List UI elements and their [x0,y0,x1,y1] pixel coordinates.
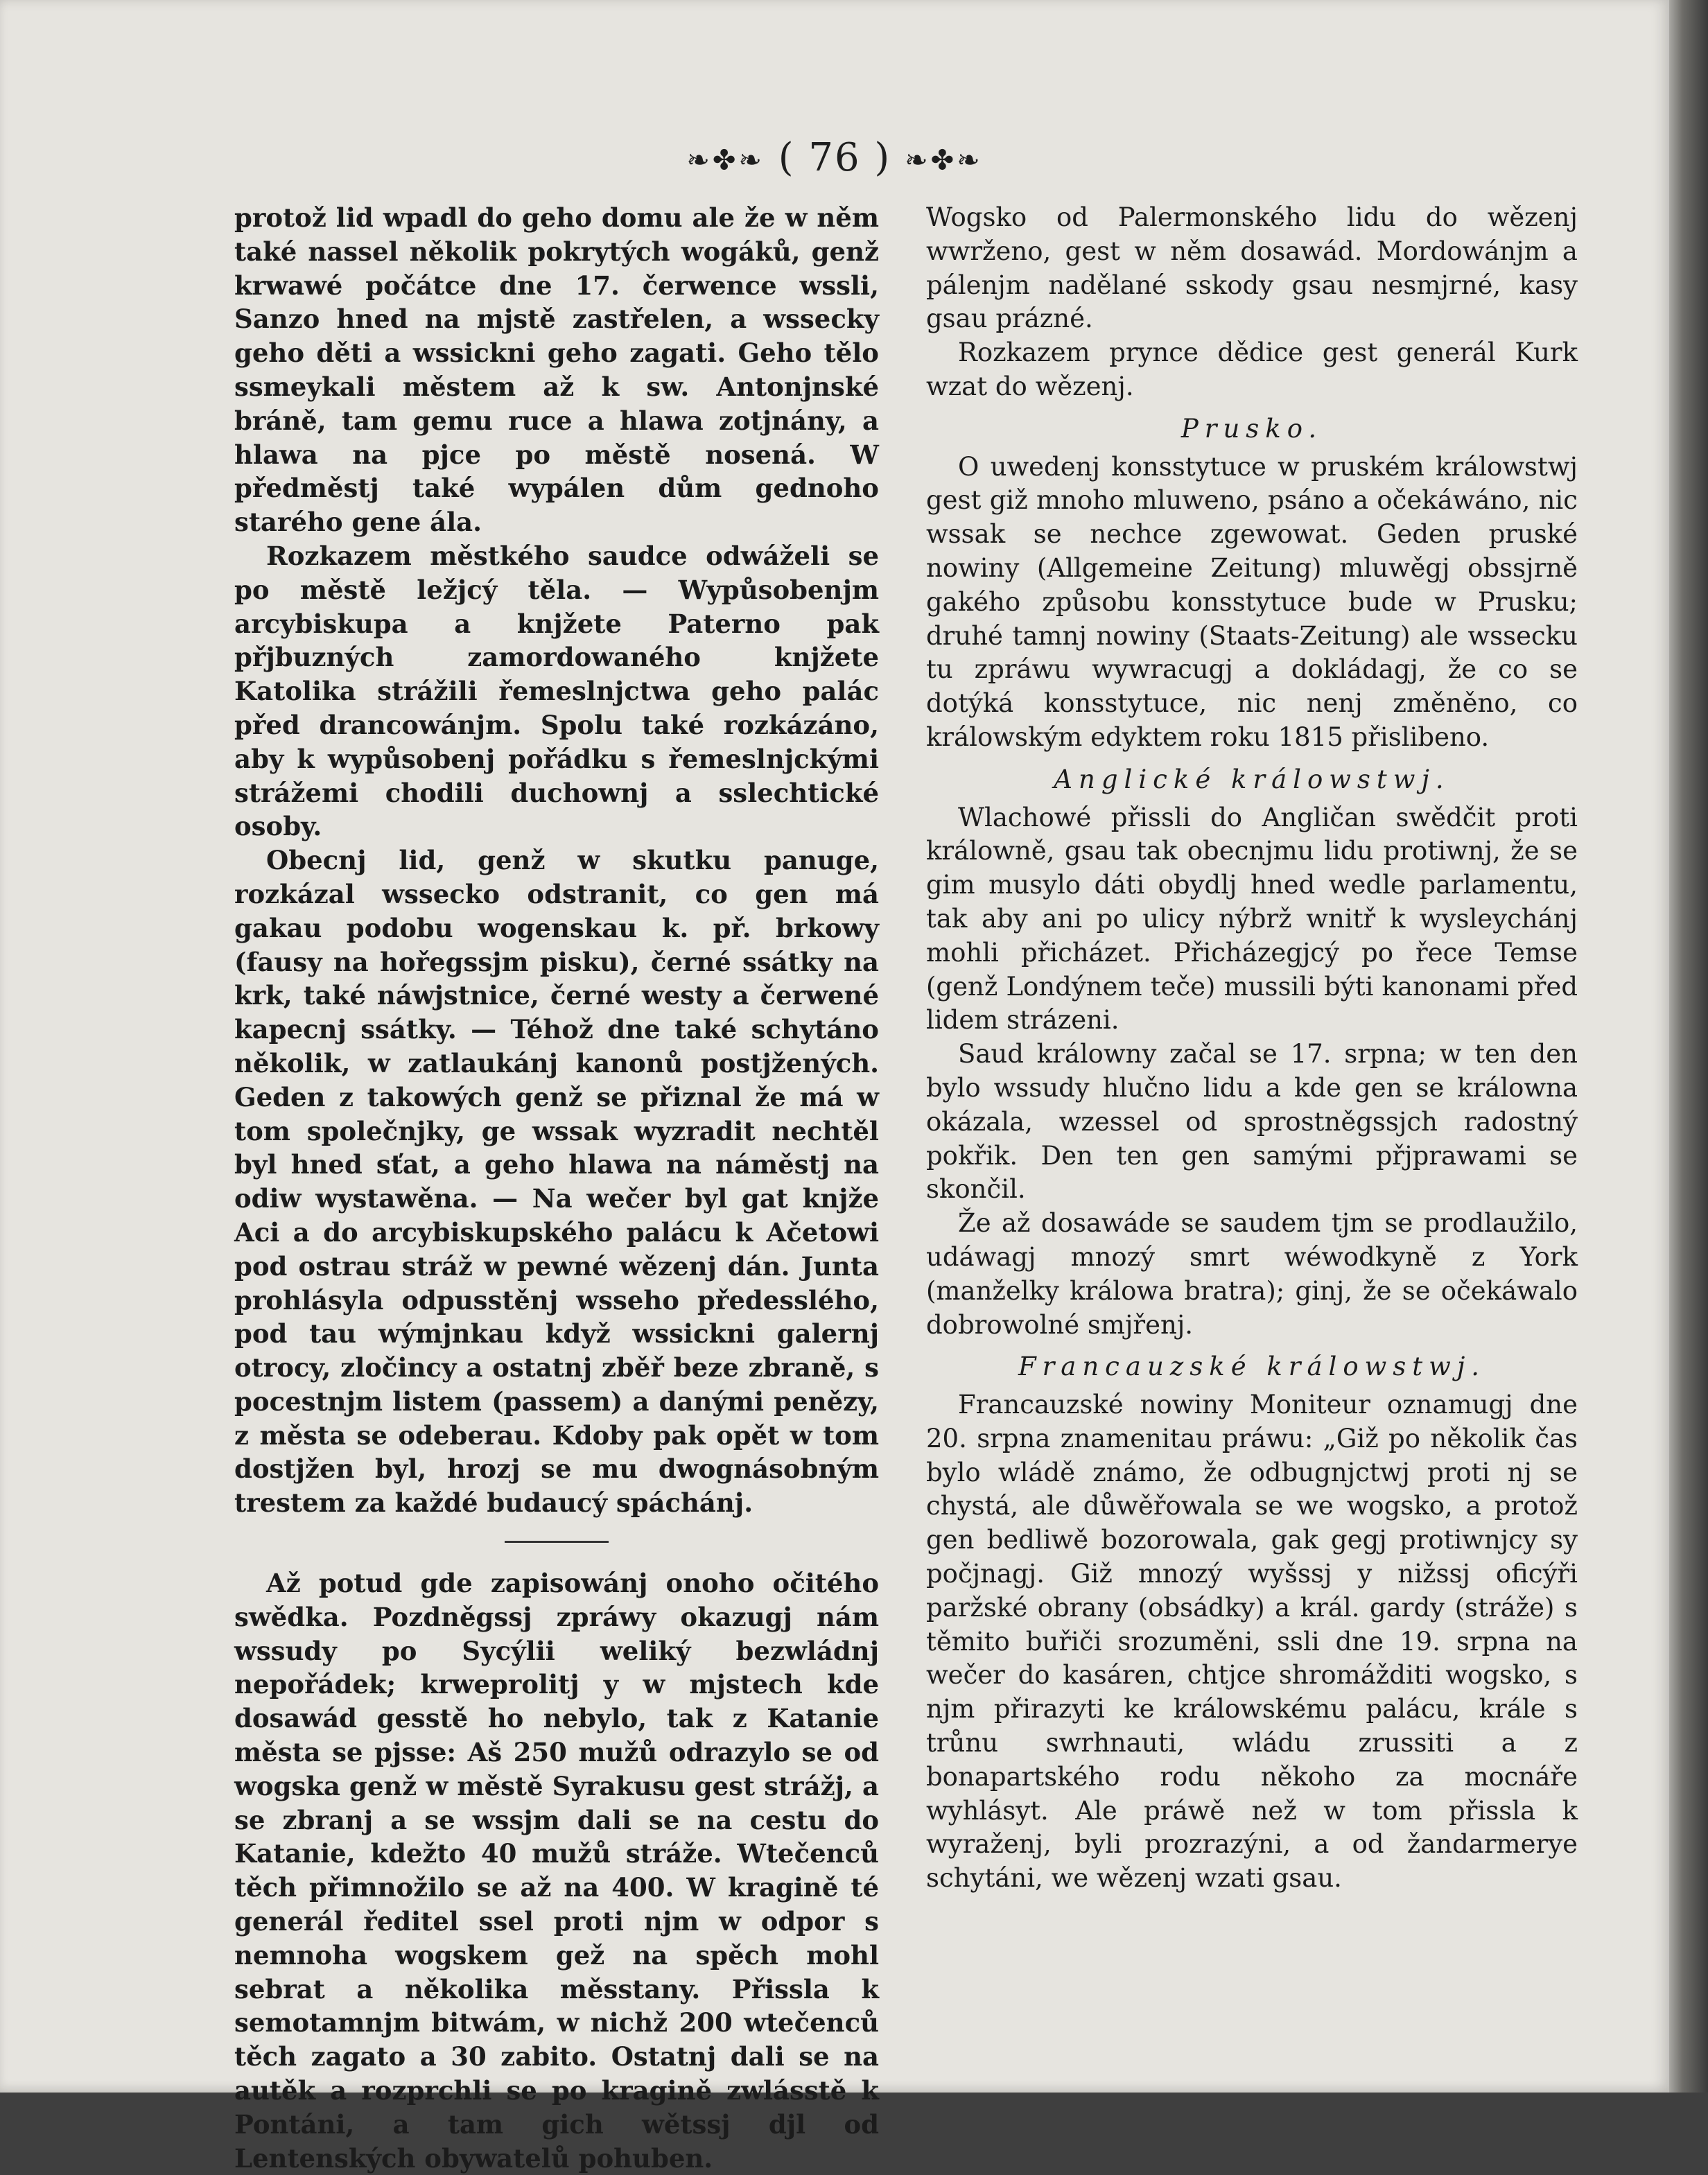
paragraph: Že až dosawáde se saudem tjm se prodlaužilo, udáwagj mnozý smrt wéwodkyně z York (manželky králowa bratra); ginj, že se očekáwalo dobrowolné smjřenj. [926,1208,1578,1340]
paragraph: protož lid wpadl do geho domu ale že w něm také nassel několik pokrytých wogáků, genž krwawé počátce dne 17. čerwence wssli, Sanzo hned na mjstě zastřelen, a wssecky geho děti a wssickni geho zagati. Geho tělo ssmeykali městem až k sw. Antonjnské bráně, tam gemu ruce a hlawa zotjnány, a hlawa na pjce po městě nosená. W předměstj také wypálen dům gednoho starého gene ála. [234,202,879,538]
paragraph: Až potud gde zapisowánj onoho očitého swědka. Pozdněgssj zpráwy okazugj nám wssudy po Sycýlii weliký bezwládnj nepořádek; krweprolitj y w mjstech kde dosawád gesstě ho nebylo, tak z Katanie města se pjsse: Aš 250 mužů odrazylo se od wogska genž w městě Syrakusu gest strážj, a se zbranj a se wssjm dali se na cestu do Katanie, kdežto 40 mužů stráže. Wtečenců těch přimnožilo se až na 400. W kragině té generál ředitel ssel proti njm w odpor s nemnoha wogskem gež na spěch mohl sebrat a několika měsstany. Přissla k semotamnjm bitwám, w nichž 200 wtečenců těch zagato a 30 zabito. Ostatnj dali se na autěk a rozprchli se po kragině zwlásstě k Pontáni, a tam gich wětssj djl od Lentenských obywatelů pohuben. [234,1568,879,2174]
section-heading-prussia: Prusko. [1180,413,1323,444]
paragraph: Wogsko od Palermonského lidu do wězenj wwrženo, gest w něm dosawád. Mordowánjm a pálenjm nadělané sskody gsau nesmjrné, kasy gsau prázné. [926,202,1578,334]
paragraph: Rozkazem městkého saudce odwáželi se po městě ležjcý těla. — Wypůsobenjm arcybiskupa a knjžete Paterno pak přjbuzných zamordowaného knjžete Katolika strážili řemeslnjctwa geho palác před drancowánjm. Spolu také rozkázáno, aby k wypůsobenj pořádku s řemeslnjckými strážemi chodili duchownj a sslechtické osoby. [234,540,879,842]
left-column [234,201,879,2175]
page-edge-shadow [1669,0,1708,2093]
paragraph: Rozkazem prynce dědice gest generál Kurk wzat do wězenj. [926,338,1578,401]
ornament-right: ❧✤❧ [905,144,983,177]
right-column [926,201,1578,1896]
paragraph: Wlachowé přissli do Angličan swědčit proti králowně, gsau tak obecnjmu lidu protiwnj, že se gim musylo dáti obydlj hned wedle parlamentu, tak aby ani po ulicy nýbrž wnitř k wysleychánj mohli přicházet. Přicházegjcý po řece Temse (genž Londýnem teče) mussili býti kanonami před lidem strázeni. [926,802,1578,1036]
paragraph: O uwedenj konsstytuce w pruském králowstwj gest giž mnoho mluweno, psáno a očekáwáno, nic wssak se nechce zgewowat. Geden pruské nowiny (Allgemeine Zeitung) mluwěgj obssjrně gakého způsobu konsstytuce bude w Prusku; druhé tamnj nowiny (Staats-Zeitung) ale wssecku tu zpráwu wywracugj a dokládagj, že co se dotýká konsstytuce, nic nenj změněno, co králowským edyktem roku 1815 přislibeno. [926,451,1578,752]
paragraph: Obecnj lid, genž w skutku panuge, rozkázal wssecko odstranit, co gen má gakau podobu wogenskau k. př. brkowy (fausy na hořegssjm pisku), černé ssátky na krk, také náwjstnice, černé westy a čerwené kapecnj ssátky. — Téhož dne také schytáno několik, w zatlaukánj kanonů postjžených. Geden z takowých genž se přiznal že má w tom společnjky, ge wssak wyzradit nechtěl byl hned sťat, a geho hlawa na náměstj na odiw wystawěna. — Na wečer byl gat knjže Aci a do arcybiskupského palácu k Ačetowi pod ostrau stráž w pewné wězenj dán. Junta prohlásyla odpusstěnj wsseho předesslého, pod tau wýmjnkau když wssickni galernj otrocy, zločincy a ostatnj zběř beze zbraně, s pocestnjm listem (passem) a danými penězy, z města se odeberau. Kdoby pak opět w tom dostjžen byl, hrozj se mu dwognásobným trestem za každé budaucý spáchánj. [234,845,879,1519]
section-divider [505,1541,609,1543]
section-heading-france: Francauzské králowstwj. [1018,1352,1486,1382]
paragraph: Saud králowny začal se 17. srpna; w ten den bylo wssudy hlučno lidu a kde gen se králowna okázala, wzessel od sprostněgssjch radostný pokřik. Den ten gen samými přjprawami se skončil. [926,1039,1578,1205]
paragraph: Francauzské nowiny Moniteur oznamugj dne 20. srpna znamenitau práwu: „Giž po několik čas bylo wládě známo, že odbugnjctwj proti nj se chystá, ale důwěřowala se we wogsko, a protož gen bedliwě bozorowala, gak gegj protiwnjcy sy počjnagj. Giž mnozý wyšssj y nižssj oficýři paržské obrany (obsádky) a král. gardy (stráže) s těmito buřiči srozuměni, ssli dne 19. srpna na wečer do kasáren, chtjce shromážditi wogsko, s njm přirazyti ke králowskému palácu, krále s trůnu swrhnauti, wládu zrussiti a z bonapartského rodu někoho za mocnáře wyhlásyt. Ale práwě než w tom přissla k wyraženj, byli prozrazýni, a od žandarmerye schytáni, we wězenj wzati gsau. [926,1390,1578,1894]
section-heading-england: Anglické králowstwj. [1054,764,1450,794]
page-header: ❧✤❧ ( 76 ) ❧✤❧ [686,135,983,180]
page-number: 76 [808,135,861,180]
ornament-left: ❧✤❧ [686,144,765,177]
